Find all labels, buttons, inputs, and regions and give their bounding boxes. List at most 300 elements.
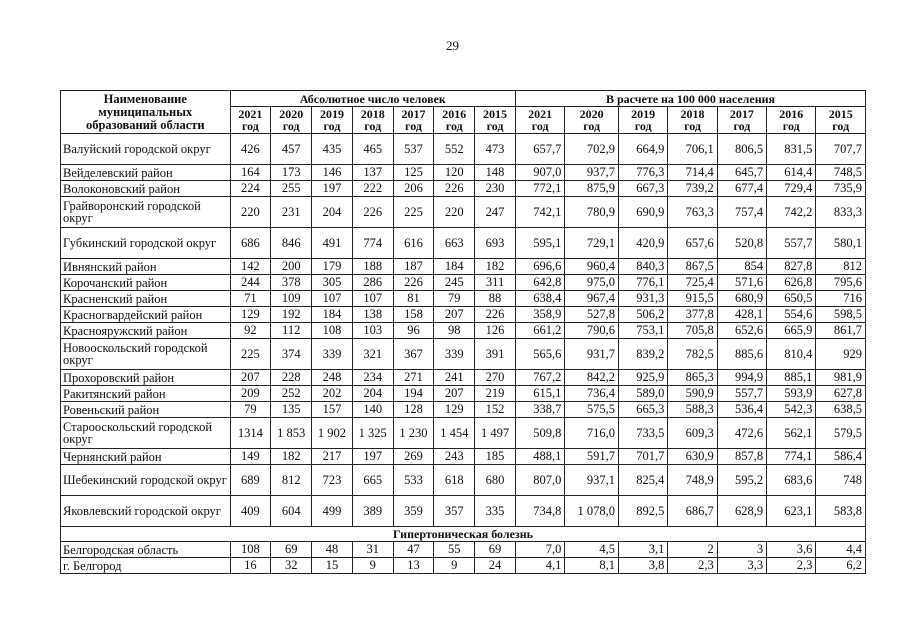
rate-value-cell: 661,2 [515, 323, 564, 339]
abs-value-cell: 182 [475, 259, 516, 275]
rate-value-cell: 630,9 [668, 449, 717, 465]
abs-value-cell: 357 [434, 496, 475, 527]
abs-value-cell: 13 [393, 558, 434, 574]
year-label: 2021 [238, 107, 263, 121]
abs-value-cell: 286 [352, 275, 393, 291]
abs-year-header [475, 107, 516, 134]
table-row [61, 418, 866, 449]
table-row [61, 496, 866, 527]
abs-value-cell: 774 [352, 228, 393, 259]
year-label: 2018 [680, 107, 705, 121]
year-suffix: год [445, 119, 463, 133]
abs-value-cell: 217 [312, 449, 353, 465]
abs-value-cell: 179 [312, 259, 353, 275]
abs-value-cell: 1314 [230, 418, 271, 449]
abs-value-cell: 69 [475, 542, 516, 558]
abs-year-header [393, 107, 434, 134]
abs-value-cell: 135 [271, 402, 312, 418]
row-name: Старооскольский городской округ [61, 418, 231, 449]
rate-value-cell: 2 [668, 542, 717, 558]
abs-value-cell: 226 [352, 197, 393, 228]
rate-value-cell: 706,1 [668, 134, 717, 165]
rate-value-cell: 937,7 [565, 165, 619, 181]
year-label: 2016 [442, 107, 467, 121]
rate-value-cell: 772,1 [515, 181, 564, 197]
rate-value-cell: 729,4 [767, 181, 816, 197]
rate-value-cell: 614,4 [767, 165, 816, 181]
rate-value-cell: 975,0 [565, 275, 619, 291]
abs-value-cell: 202 [312, 386, 353, 402]
year-suffix: год [241, 119, 259, 133]
rate-value-cell: 595,1 [515, 228, 564, 259]
abs-value-cell: 79 [230, 402, 271, 418]
section-title: Гипертоническая болезнь [61, 527, 866, 542]
table-row [61, 197, 866, 228]
rate-value-cell: 931,3 [618, 291, 667, 307]
rate-value-cell: 733,5 [618, 418, 667, 449]
abs-year-header [230, 107, 271, 134]
abs-value-cell: 491 [312, 228, 353, 259]
rate-value-cell: 725,4 [668, 275, 717, 291]
rate-value-cell: 748,5 [816, 165, 866, 181]
rate-year-header [816, 107, 866, 134]
abs-value-cell: 270 [475, 370, 516, 386]
rate-value-cell: 735,9 [816, 181, 866, 197]
abs-value-cell: 359 [393, 496, 434, 527]
rate-value-cell: 981,9 [816, 370, 866, 386]
row-name: Красногвардейский район [61, 307, 231, 323]
statistics-table [60, 90, 866, 574]
row-name: Валуйский городской округ [61, 134, 231, 165]
abs-value-cell: 271 [393, 370, 434, 386]
year-suffix: год [486, 119, 504, 133]
abs-value-cell: 98 [434, 323, 475, 339]
abs-value-cell: 689 [230, 465, 271, 496]
abs-value-cell: 616 [393, 228, 434, 259]
abs-value-cell: 108 [230, 542, 271, 558]
abs-value-cell: 248 [312, 370, 353, 386]
rate-value-cell: 638,4 [515, 291, 564, 307]
abs-value-cell: 378 [271, 275, 312, 291]
rate-value-cell: 626,8 [767, 275, 816, 291]
abs-value-cell: 604 [271, 496, 312, 527]
rate-value-cell: 665,9 [767, 323, 816, 339]
rate-value-cell: 686,7 [668, 496, 717, 527]
rate-year-header [565, 107, 619, 134]
abs-value-cell: 138 [352, 307, 393, 323]
rate-value-cell: 767,2 [515, 370, 564, 386]
rate-value-cell: 580,1 [816, 228, 866, 259]
table-row [61, 386, 866, 402]
rate-value-cell: 3 [717, 542, 766, 558]
abs-value-cell: 207 [434, 307, 475, 323]
rate-value-cell: 527,8 [565, 307, 619, 323]
abs-value-cell: 126 [475, 323, 516, 339]
rate-value-cell: 3,1 [618, 542, 667, 558]
table-row [61, 228, 866, 259]
abs-value-cell: 812 [271, 465, 312, 496]
rate-value-cell: 589,0 [618, 386, 667, 402]
abs-value-cell: 225 [230, 339, 271, 370]
abs-value-cell: 96 [393, 323, 434, 339]
abs-value-cell: 226 [475, 307, 516, 323]
abs-value-cell: 209 [230, 386, 271, 402]
year-label: 2017 [729, 107, 754, 121]
table-body [61, 134, 866, 574]
abs-value-cell: 55 [434, 542, 475, 558]
year-label: 2016 [779, 107, 804, 121]
abs-value-cell: 32 [271, 558, 312, 574]
row-name: г. Белгород [61, 558, 231, 574]
rate-value-cell: 615,1 [515, 386, 564, 402]
rate-value-cell: 831,5 [767, 134, 816, 165]
rate-value-cell: 734,8 [515, 496, 564, 527]
rate-value-cell: 623,1 [767, 496, 816, 527]
row-name: Губкинский городской округ [61, 228, 231, 259]
rate-value-cell: 776,1 [618, 275, 667, 291]
abs-year-header [352, 107, 393, 134]
abs-value-cell: 164 [230, 165, 271, 181]
abs-value-cell: 222 [352, 181, 393, 197]
rate-value-cell: 657,6 [668, 228, 717, 259]
abs-value-cell: 71 [230, 291, 271, 307]
abs-value-cell: 665 [352, 465, 393, 496]
abs-value-cell: 473 [475, 134, 516, 165]
rate-year-header [767, 107, 816, 134]
rate-value-cell: 642,8 [515, 275, 564, 291]
abs-value-cell: 152 [475, 402, 516, 418]
abs-value-cell: 374 [271, 339, 312, 370]
abs-value-cell: 173 [271, 165, 312, 181]
rate-value-cell: 588,3 [668, 402, 717, 418]
rate-value-cell: 812 [816, 259, 866, 275]
rate-value-cell: 6,2 [816, 558, 866, 574]
row-name: Новооскольский городской округ [61, 339, 231, 370]
rate-value-cell: 782,5 [668, 339, 717, 370]
abs-value-cell: 1 230 [393, 418, 434, 449]
abs-value-cell: 339 [312, 339, 353, 370]
rate-value-cell: 716,0 [565, 418, 619, 449]
rate-value-cell: 579,5 [816, 418, 866, 449]
abs-value-cell: 140 [352, 402, 393, 418]
rate-value-cell: 638,5 [816, 402, 866, 418]
rate-value-cell: 839,2 [618, 339, 667, 370]
rate-value-cell: 652,6 [717, 323, 766, 339]
rate-value-cell: 650,5 [767, 291, 816, 307]
rate-value-cell: 628,9 [717, 496, 766, 527]
rate-value-cell: 742,1 [515, 197, 564, 228]
abs-value-cell: 128 [393, 402, 434, 418]
abs-value-cell: 686 [230, 228, 271, 259]
rate-value-cell: 885,1 [767, 370, 816, 386]
rate-value-cell: 645,7 [717, 165, 766, 181]
year-suffix: год [364, 119, 382, 133]
rate-value-cell: 806,5 [717, 134, 766, 165]
rate-value-cell: 867,5 [668, 259, 717, 275]
abs-value-cell: 158 [393, 307, 434, 323]
row-name: Корочанский район [61, 275, 231, 291]
year-label: 2020 [579, 107, 604, 121]
abs-value-cell: 1 454 [434, 418, 475, 449]
abs-value-cell: 224 [230, 181, 271, 197]
abs-value-cell: 204 [312, 197, 353, 228]
rate-value-cell: 677,4 [717, 181, 766, 197]
abs-value-cell: 409 [230, 496, 271, 527]
rate-value-cell: 8,1 [565, 558, 619, 574]
abs-value-cell: 335 [475, 496, 516, 527]
rate-value-cell: 665,3 [618, 402, 667, 418]
abs-value-cell: 206 [393, 181, 434, 197]
abs-value-cell: 220 [434, 197, 475, 228]
abs-value-cell: 187 [393, 259, 434, 275]
table-row [61, 402, 866, 418]
rate-value-cell: 960,4 [565, 259, 619, 275]
rate-year-header [668, 107, 717, 134]
rate-value-cell: 657,7 [515, 134, 564, 165]
table-row [61, 558, 866, 574]
rate-value-cell: 690,9 [618, 197, 667, 228]
rate-value-cell: 565,6 [515, 339, 564, 370]
abs-value-cell: 255 [271, 181, 312, 197]
abs-value-cell: 234 [352, 370, 393, 386]
abs-value-cell: 693 [475, 228, 516, 259]
rate-value-cell: 595,2 [717, 465, 766, 496]
abs-value-cell: 185 [475, 449, 516, 465]
abs-value-cell: 107 [312, 291, 353, 307]
abs-value-cell: 311 [475, 275, 516, 291]
abs-value-cell: 9 [434, 558, 475, 574]
rate-value-cell: 748,9 [668, 465, 717, 496]
table-row [61, 275, 866, 291]
abs-value-cell: 129 [434, 402, 475, 418]
abs-year-header [271, 107, 312, 134]
rate-value-cell: 591,7 [565, 449, 619, 465]
row-name: Краснояружский район [61, 323, 231, 339]
rate-value-cell: 994,9 [717, 370, 766, 386]
abs-value-cell: 226 [393, 275, 434, 291]
rate-year-header [618, 107, 667, 134]
abs-value-cell: 88 [475, 291, 516, 307]
abs-value-cell: 252 [271, 386, 312, 402]
rate-value-cell: 542,3 [767, 402, 816, 418]
row-name: Грайворонский городской округ [61, 197, 231, 228]
abs-value-cell: 148 [475, 165, 516, 181]
year-label: 2020 [279, 107, 304, 121]
abs-value-cell: 142 [230, 259, 271, 275]
abs-value-cell: 465 [352, 134, 393, 165]
abs-value-cell: 1 902 [312, 418, 353, 449]
table-row [61, 134, 866, 165]
row-name: Прохоровский район [61, 370, 231, 386]
rate-value-cell: 590,9 [668, 386, 717, 402]
rate-value-cell: 557,7 [717, 386, 766, 402]
abs-value-cell: 184 [312, 307, 353, 323]
rate-value-cell: 3,8 [618, 558, 667, 574]
abs-value-cell: 269 [393, 449, 434, 465]
rate-value-cell: 795,6 [816, 275, 866, 291]
rate-value-cell: 571,6 [717, 275, 766, 291]
rate-value-cell: 763,3 [668, 197, 717, 228]
table-row [61, 291, 866, 307]
abs-value-cell: 182 [271, 449, 312, 465]
rate-value-cell: 520,8 [717, 228, 766, 259]
abs-value-cell: 243 [434, 449, 475, 465]
row-name: Волоконовский район [61, 181, 231, 197]
year-suffix: год [282, 119, 300, 133]
rate-value-cell: 667,3 [618, 181, 667, 197]
rate-value-cell: 338,7 [515, 402, 564, 418]
table-row [61, 181, 866, 197]
abs-value-cell: 537 [393, 134, 434, 165]
abs-value-cell: 499 [312, 496, 353, 527]
rate-value-cell: 7,0 [515, 542, 564, 558]
abs-value-cell: 47 [393, 542, 434, 558]
abs-year-header [312, 107, 353, 134]
rate-value-cell: 420,9 [618, 228, 667, 259]
table-row [61, 259, 866, 275]
year-label: 2015 [483, 107, 508, 121]
rate-value-cell: 875,9 [565, 181, 619, 197]
row-name: Ровеньский район [61, 402, 231, 418]
abs-value-cell: 225 [393, 197, 434, 228]
rate-value-cell: 857,8 [717, 449, 766, 465]
abs-value-cell: 618 [434, 465, 475, 496]
rate-value-cell: 790,6 [565, 323, 619, 339]
abs-value-cell: 79 [434, 291, 475, 307]
rate-value-cell: 683,6 [767, 465, 816, 496]
rate-value-cell: 358,9 [515, 307, 564, 323]
rate-value-cell: 4,4 [816, 542, 866, 558]
year-label: 2021 [528, 107, 553, 121]
year-suffix: год [583, 119, 601, 133]
abs-value-cell: 69 [271, 542, 312, 558]
abs-value-cell: 244 [230, 275, 271, 291]
rate-value-cell: 488,1 [515, 449, 564, 465]
rate-value-cell: 593,9 [767, 386, 816, 402]
abs-value-cell: 305 [312, 275, 353, 291]
abs-value-cell: 228 [271, 370, 312, 386]
abs-value-cell: 663 [434, 228, 475, 259]
abs-value-cell: 533 [393, 465, 434, 496]
abs-value-cell: 184 [434, 259, 475, 275]
rate-value-cell: 892,5 [618, 496, 667, 527]
rate-value-cell: 3,3 [717, 558, 766, 574]
row-name: Красненский район [61, 291, 231, 307]
table-row [61, 339, 866, 370]
rate-value-cell: 707,7 [816, 134, 866, 165]
rate-value-cell: 557,7 [767, 228, 816, 259]
abs-value-cell: 197 [312, 181, 353, 197]
row-name: Ивнянский район [61, 259, 231, 275]
abs-value-cell: 1 497 [475, 418, 516, 449]
rate-value-cell: 825,4 [618, 465, 667, 496]
year-suffix: год [684, 119, 701, 133]
rate-value-cell: 575,5 [565, 402, 619, 418]
abs-value-cell: 1 325 [352, 418, 393, 449]
year-suffix: год [634, 119, 652, 133]
abs-value-cell: 680 [475, 465, 516, 496]
rate-value-cell: 554,6 [767, 307, 816, 323]
year-suffix: год [531, 119, 549, 133]
absolute-count-group-header: Абсолютное число человек [230, 91, 515, 107]
abs-value-cell: 125 [393, 165, 434, 181]
rate-value-cell: 931,7 [565, 339, 619, 370]
rate-value-cell: 714,4 [668, 165, 717, 181]
abs-value-cell: 367 [393, 339, 434, 370]
row-name: Ракитянский район [61, 386, 231, 402]
rate-year-header [515, 107, 564, 134]
abs-value-cell: 219 [475, 386, 516, 402]
section-header-row [61, 527, 866, 542]
rate-value-cell: 753,1 [618, 323, 667, 339]
abs-value-cell: 15 [312, 558, 353, 574]
rate-value-cell: 472,6 [717, 418, 766, 449]
table-row [61, 465, 866, 496]
year-label: 2019 [631, 107, 656, 121]
rate-value-cell: 748 [816, 465, 866, 496]
rate-value-cell: 854 [717, 259, 766, 275]
rate-value-cell: 807,0 [515, 465, 564, 496]
rate-value-cell: 885,6 [717, 339, 766, 370]
rate-value-cell: 586,4 [816, 449, 866, 465]
year-label: 2015 [828, 107, 853, 121]
rate-value-cell: 598,5 [816, 307, 866, 323]
year-suffix: год [733, 119, 751, 133]
rate-value-cell: 729,1 [565, 228, 619, 259]
abs-value-cell: 230 [475, 181, 516, 197]
rate-value-cell: 840,3 [618, 259, 667, 275]
abs-value-cell: 846 [271, 228, 312, 259]
rate-value-cell: 865,3 [668, 370, 717, 386]
rate-value-cell: 1 078,0 [565, 496, 619, 527]
year-label: 2018 [360, 107, 385, 121]
abs-value-cell: 723 [312, 465, 353, 496]
abs-value-cell: 247 [475, 197, 516, 228]
abs-value-cell: 103 [352, 323, 393, 339]
abs-value-cell: 108 [312, 323, 353, 339]
rate-value-cell: 736,4 [565, 386, 619, 402]
rate-value-cell: 2,3 [668, 558, 717, 574]
row-name: Вейделевский район [61, 165, 231, 181]
table-row [61, 370, 866, 386]
abs-value-cell: 194 [393, 386, 434, 402]
abs-value-cell: 207 [434, 386, 475, 402]
rate-value-cell: 509,8 [515, 418, 564, 449]
abs-value-cell: 112 [271, 323, 312, 339]
rate-value-cell: 4,1 [515, 558, 564, 574]
year-suffix: год [323, 119, 341, 133]
abs-value-cell: 137 [352, 165, 393, 181]
abs-value-cell: 389 [352, 496, 393, 527]
rate-value-cell: 583,8 [816, 496, 866, 527]
rate-value-cell: 696,6 [515, 259, 564, 275]
rate-value-cell: 562,1 [767, 418, 816, 449]
rate-value-cell: 716 [816, 291, 866, 307]
header-row-groups [61, 91, 866, 107]
rate-value-cell: 609,3 [668, 418, 717, 449]
row-name: Яковлевский городской округ [61, 496, 231, 527]
year-suffix: год [405, 119, 422, 133]
abs-value-cell: 231 [271, 197, 312, 228]
rate-value-cell: 833,3 [816, 197, 866, 228]
rate-value-cell: 925,9 [618, 370, 667, 386]
page-number: 29 [446, 38, 459, 53]
abs-value-cell: 1 853 [271, 418, 312, 449]
rate-value-cell: 842,2 [565, 370, 619, 386]
rate-value-cell: 3,6 [767, 542, 816, 558]
rate-value-cell: 428,1 [717, 307, 766, 323]
abs-value-cell: 129 [230, 307, 271, 323]
